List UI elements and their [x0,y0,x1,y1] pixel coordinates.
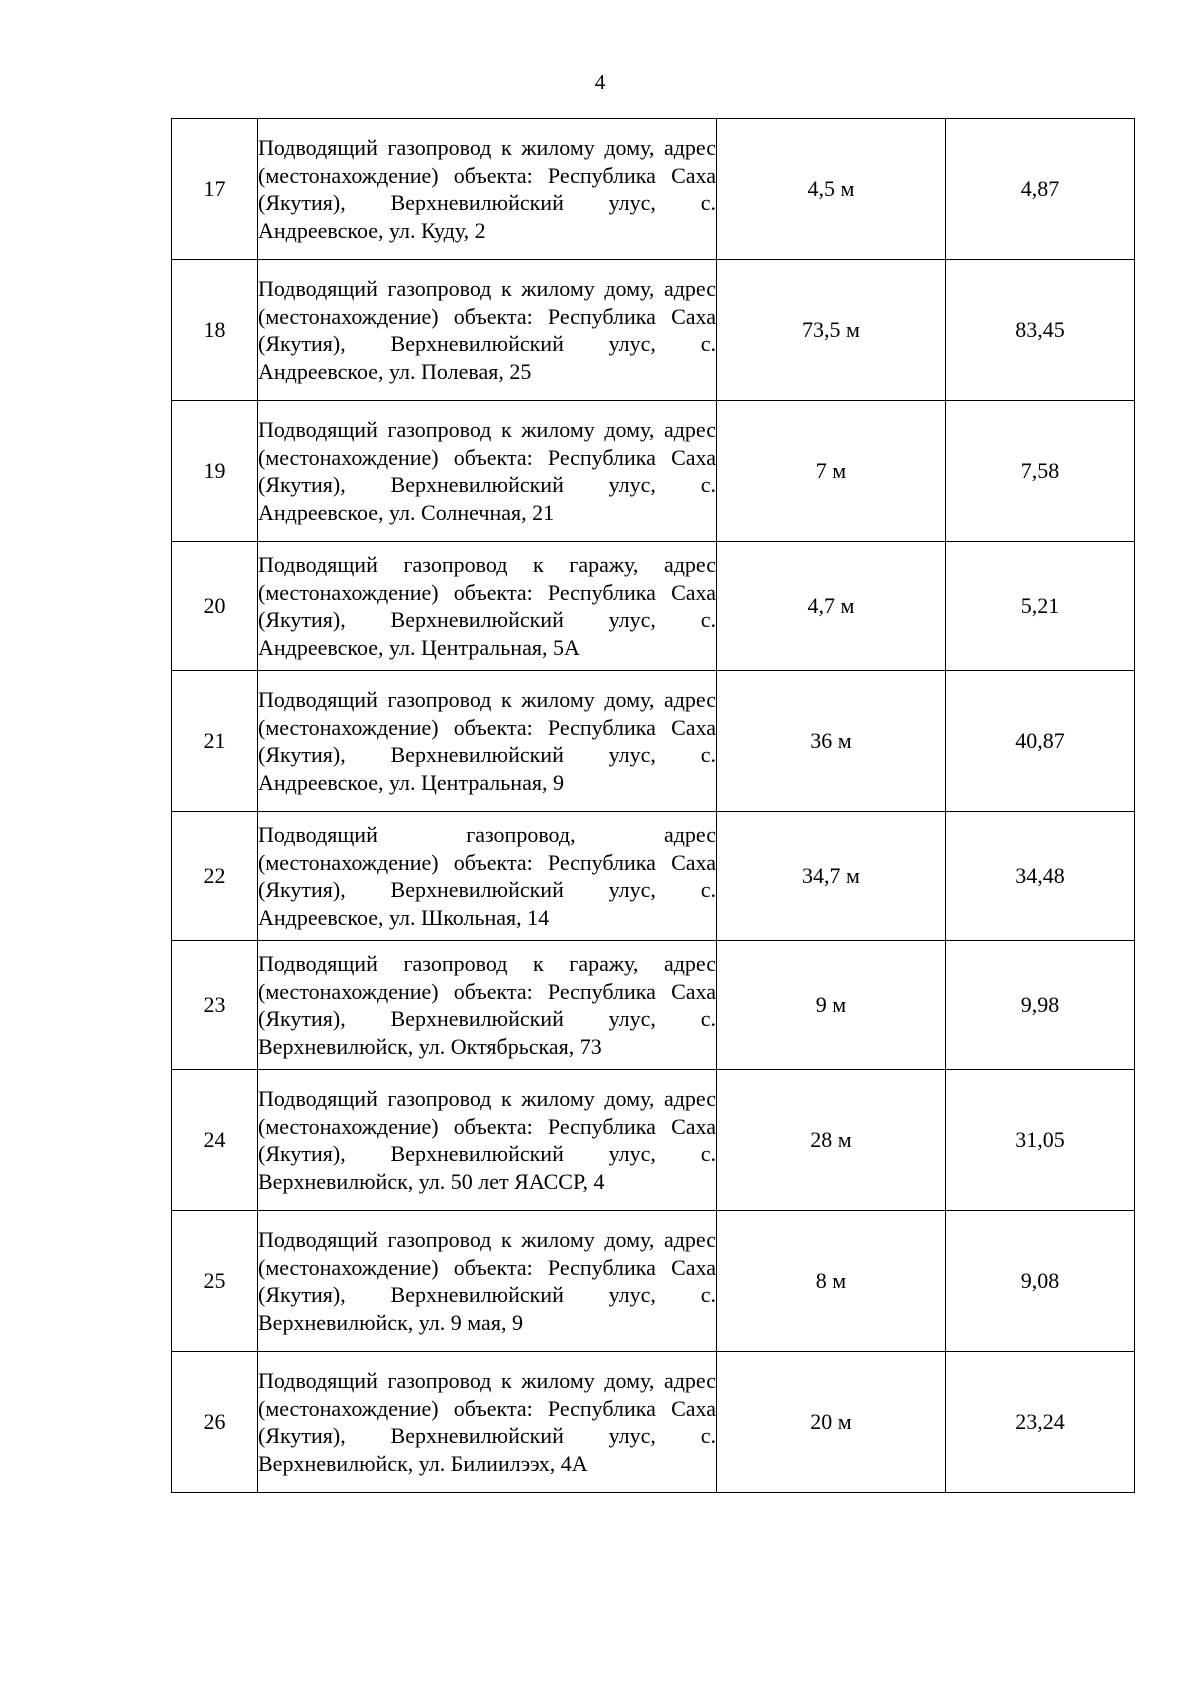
object-description [258,1352,717,1493]
object-length: 7 м [717,401,946,542]
objects-table [171,118,1135,1493]
row-number: 22 [172,812,258,941]
row-number: 21 [172,671,258,812]
row-number: 26 [172,1352,258,1493]
object-area: 9,08 [946,1211,1135,1352]
table-row [172,671,1135,812]
object-description-text: Подводящий газопровод к жилому дому, адрес (местонахождение) объекта: Республика Саха (Якутия), Верхневилюйский улус, с. Верхневилюйск, ул. 9 мая, 9 [258,1227,716,1335]
object-description-text: Подводящий газопровод к жилому дому, адрес (местонахождение) объекта: Республика Саха (Якутия), Верхневилюйский улус, с. Андреевское, ул. Полевая, 25 [258,276,716,384]
object-description [258,542,717,671]
object-area: 34,48 [946,812,1135,941]
object-description-text: Подводящий газопровод к жилому дому, адрес (местонахождение) объекта: Республика Саха (Якутия), Верхневилюйский улус, с. Андреевское, ул. Солнечная, 21 [258,417,716,525]
object-description-text: Подводящий газопровод к гаражу, адрес (местонахождение) объекта: Республика Саха (Якутия), Верхневилюйский улус, с. Верхневилюйск, ул. Октябрьская, 73 [258,951,716,1059]
object-description [258,401,717,542]
object-description-text: Подводящий газопровод к жилому дому, адрес (местонахождение) объекта: Республика Саха (Якутия), Верхневилюйский улус, с. Андреевское, ул. Центральная, 9 [258,687,716,795]
object-area: 23,24 [946,1352,1135,1493]
object-description [258,671,717,812]
object-area: 7,58 [946,401,1135,542]
object-area: 5,21 [946,542,1135,671]
object-area: 83,45 [946,260,1135,401]
table-row [172,812,1135,941]
row-number: 19 [172,401,258,542]
object-area: 4,87 [946,119,1135,260]
object-description [258,812,717,941]
table-row [172,119,1135,260]
object-length: 20 м [717,1352,946,1493]
object-description [258,260,717,401]
table-row [172,1352,1135,1493]
table-row [172,542,1135,671]
object-length: 28 м [717,1070,946,1211]
object-description-text: Подводящий газопровод к жилому дому, адрес (местонахождение) объекта: Республика Саха (Якутия), Верхневилюйский улус, с. Верхневилюйск, ул. Билиилээх, 4А [258,1368,716,1476]
row-number: 25 [172,1211,258,1352]
table-row [172,260,1135,401]
table-row [172,1211,1135,1352]
objects-table-body [172,119,1135,1493]
object-description [258,941,717,1070]
object-length: 4,7 м [717,542,946,671]
object-description-text: Подводящий газопровод к гаражу, адрес (местонахождение) объекта: Республика Саха (Якутия), Верхневилюйский улус, с. Андреевское, ул. Центральная, 5А [258,552,716,660]
row-number: 20 [172,542,258,671]
table-row [172,1070,1135,1211]
object-description-text: Подводящий газопровод, адрес (местонахождение) объекта: Республика Саха (Якутия), Верхневилюйский улус, с. Андреевское, ул. Школьная, 14 [258,822,716,930]
object-length: 9 м [717,941,946,1070]
object-description [258,1070,717,1211]
row-number: 17 [172,119,258,260]
object-length: 73,5 м [717,260,946,401]
object-area: 9,98 [946,941,1135,1070]
object-description [258,119,717,260]
object-area: 40,87 [946,671,1135,812]
object-length: 4,5 м [717,119,946,260]
object-length: 34,7 м [717,812,946,941]
row-number: 23 [172,941,258,1070]
object-description-text: Подводящий газопровод к жилому дому, адрес (местонахождение) объекта: Республика Саха (Якутия), Верхневилюйский улус, с. Андреевское, ул. Куду, 2 [258,135,716,243]
table-row [172,401,1135,542]
object-description-text: Подводящий газопровод к жилому дому, адрес (местонахождение) объекта: Республика Саха (Якутия), Верхневилюйский улус, с. Верхневилюйск, ул. 50 лет ЯАССР, 4 [258,1086,716,1194]
object-length: 36 м [717,671,946,812]
object-area: 31,05 [946,1070,1135,1211]
row-number: 18 [172,260,258,401]
object-description [258,1211,717,1352]
object-length: 8 м [717,1211,946,1352]
table-row [172,941,1135,1070]
page-number: 4 [594,70,606,94]
row-number: 24 [172,1070,258,1211]
